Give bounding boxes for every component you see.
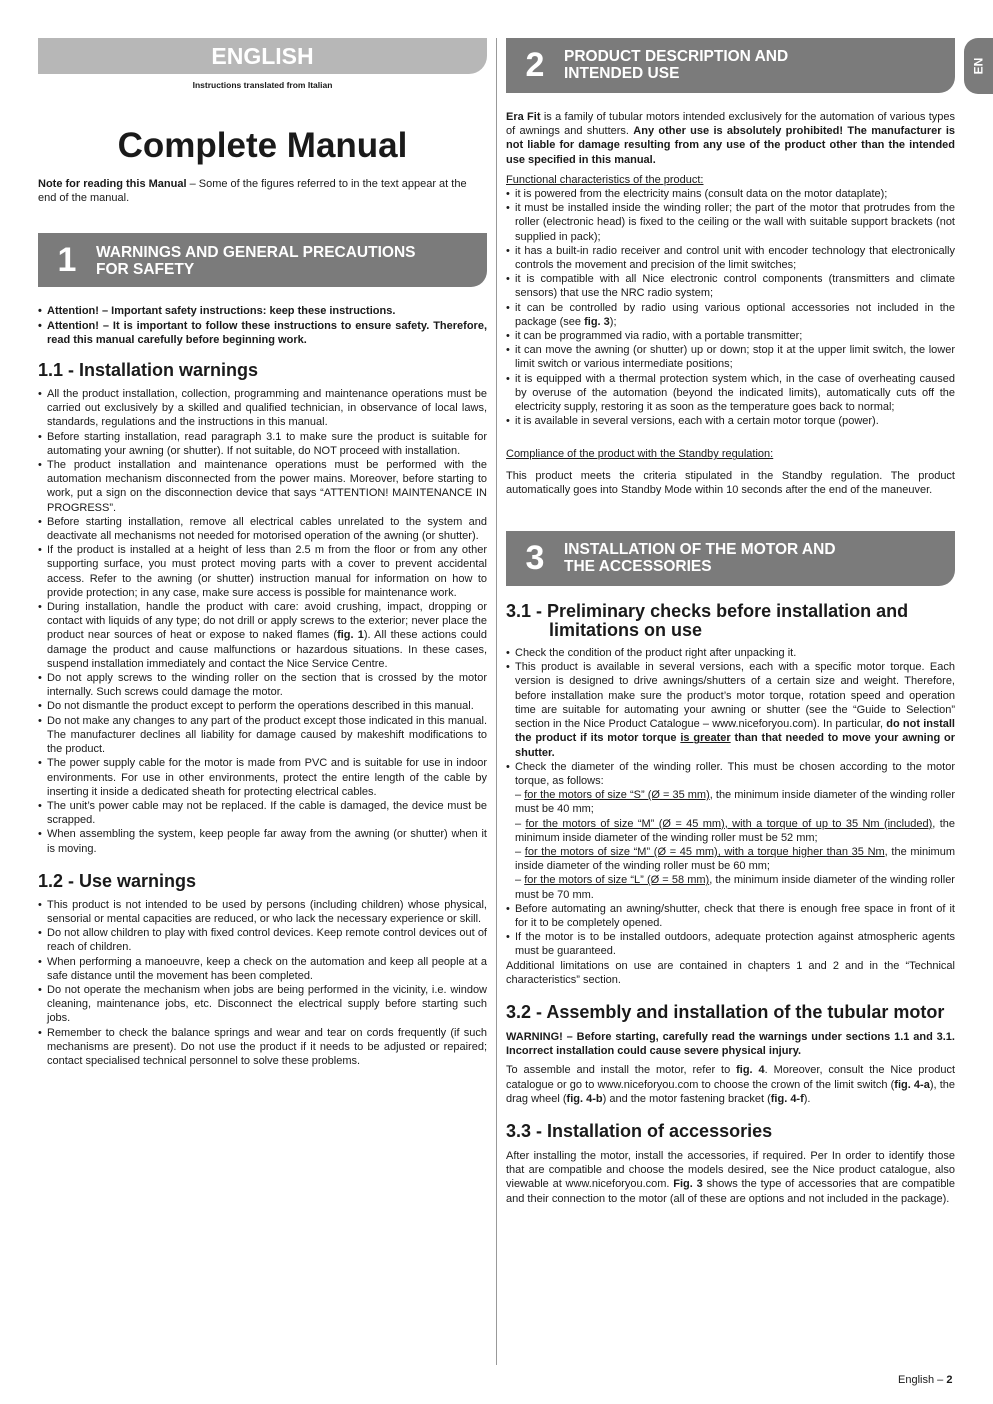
assembly-text-part: ), the drag wheel (	[506, 1078, 955, 1105]
size-item: – for the motors of size “L” (Ø = 58 mm), the minimum inside diameter of the winding roller must be 70 mm.	[515, 874, 955, 901]
section-3-number: 3	[525, 539, 545, 578]
list-item: • When performing a manoeuvre, keep a check on the automation and keep all people at a safe distance until the movement has been completed.	[38, 955, 487, 983]
figure-ref: fig. 4-f	[770, 1092, 804, 1105]
language-tab[interactable]	[964, 38, 993, 94]
list-item	[506, 301, 955, 329]
section-1-header	[38, 233, 487, 287]
section-2-title	[564, 49, 788, 82]
list-item: • All the product installation, collection, programming and maintenance operations must be carried out exclusively by a skilled and qualified technician, in observance of local laws, standards, regulations and the instructions in this manual.	[38, 387, 487, 430]
section-3-title-line1: INSTALLATION OF THE MOTOR AND	[564, 541, 836, 559]
language-tab-label: EN	[971, 57, 986, 75]
list-item-bold: is greater	[680, 732, 731, 745]
list-item: • it is available in several versions, each with a certain motor torque (power).	[506, 414, 955, 428]
standby-heading: Compliance of the product with the Standby regulation:	[506, 448, 774, 461]
section-1-2-heading: 1.2 - Use warnings	[38, 870, 197, 891]
installation-warnings-list	[38, 387, 487, 856]
list-item: • The power supply cable for the motor is made from PVC and is suitable for use in indoor environments. For use in other environments, protect the entire length of the cable by inserting it inside a dedicated sheath for protecting electrical cables.	[38, 756, 487, 799]
size-text: , the minimum inside diameter of the winding roller must be 70 mm.	[515, 874, 955, 901]
attention-list	[38, 304, 487, 347]
size-item: – for the motors of size “M” (Ø = 45 mm), with a torque of up to 35 Nm (included), the minimum inside diameter of the winding roller must be 52 mm;	[515, 817, 955, 844]
section-3-2-heading: 3.2 - Assembly and installation of the tubular motor	[506, 1001, 945, 1022]
figure-ref: fig. 4	[736, 1064, 765, 1077]
right-column	[506, 38, 955, 1206]
accessories-text	[506, 1149, 955, 1206]
language-banner: ENGLISH	[38, 38, 487, 74]
list-item: • The product installation and maintenance operations must be performed with the automation mechanism disconnected from the power mains. Moreover, before starting to work, put a sign on the disconnection device that says “ATTENTION! MAINTENANCE IN PROGRESS”.	[38, 458, 487, 515]
list-item-text: Check the diameter of the winding roller. This must be chosen according to the motor torque, as follows:	[515, 760, 955, 787]
section-2-number: 2	[525, 46, 545, 84]
figure-ref: Fig. 3	[673, 1178, 703, 1191]
list-item: • When assembling the system, keep people far away from the awning (or shutter) when it is moving.	[38, 827, 487, 855]
section-2-header	[506, 38, 955, 93]
left-column	[38, 38, 487, 1068]
assembly-text-part: To assemble and install the motor, refer to	[506, 1064, 737, 1077]
size-text: , the minimum inside diameter of the winding roller must be 40 mm;	[515, 789, 955, 816]
list-item: • Before automating an awning/shutter, check that there is enough free space in front of it for it to be completely opened.	[506, 902, 955, 930]
list-item-bold: than that needed to move your awning or shutter.	[515, 732, 956, 759]
size-item: – for the motors of size “S” (Ø = 35 mm), the minimum inside diameter of the winding roller must be 40 mm;	[515, 789, 955, 816]
column-divider	[496, 38, 497, 1365]
section-1-title-line2: FOR SAFETY	[96, 260, 195, 278]
list-item: • Remember to check the balance springs and wear and tear on cords frequently (if such mechanisms are present). Do not use the product if it needs to be adjusted or repaired; contact specialised technical personnel to solve these problems.	[38, 1026, 487, 1069]
figure-ref: fig. 4-a	[894, 1078, 930, 1091]
section-1-1-heading: 1.1 - Installation warnings	[38, 360, 259, 381]
section-3-title	[564, 542, 836, 575]
list-item	[506, 660, 955, 759]
list-item: • The unit’s power cable may not be replaced. If the cable is damaged, the device must be scrapped.	[38, 799, 487, 827]
reading-note-label: Note for reading this Manual	[38, 178, 187, 190]
size-label: for the motors of size “S” (Ø = 35 mm)	[524, 789, 710, 802]
intended-use-intro	[506, 110, 955, 167]
list-item: • it can be programmed via radio, with a portable transmitter;	[506, 329, 955, 343]
section-1-title-line1: WARNINGS AND GENERAL PRECAUTIONS	[96, 244, 416, 262]
use-warnings-list	[38, 898, 487, 1068]
list-item-text: This product is available in several versions, each with a specific motor torque. Each version is designed to drive awnings/shutters of a certain size and weight. Therefore, before installation make sure the product’s motor torque, rotation speed and operation time are suitable for automating your awning or shutter (see the “Guide to Selection” section in the Nice Product Catalogue – www.niceforyou.com). In particular,	[515, 661, 955, 731]
list-item: • it is compatible with all Nice electronic control components (transmitters and climate sensors) that use the NRC radio system;	[506, 272, 955, 300]
section-3-header	[506, 531, 955, 586]
size-text: , the minimum inside diameter of the winding roller must be 60 mm;	[515, 845, 955, 873]
page-title: Complete Manual	[117, 126, 408, 165]
functional-list	[506, 187, 955, 428]
footer-text: English –	[898, 1374, 947, 1386]
assembly-text	[506, 1063, 955, 1106]
assembly-text-part: ).	[803, 1092, 811, 1105]
standby-text: This product meets the criteria stipulated in the Standby regulation. The product automatically goes into Standby Mode within 10 seconds after the end of the maneuver.	[506, 469, 955, 496]
section-3-1-heading-line1: 3.1 - Preliminary checks before installation and	[506, 601, 909, 622]
list-item-text: During installation, handle the product with care: avoid crushing, impact, dropping or contact with liquids of any type; do not drill or apply screws to the exterior; never place the product near sources of heat or expose to naked flames (	[47, 601, 487, 642]
list-item	[38, 600, 487, 671]
list-item: • it is powered from the electricity mains (consult data on the motor dataplate);	[506, 187, 955, 201]
list-item: • If the motor is to be installed outdoors, adequate protection against atmospheric agents must be guaranteed.	[506, 930, 955, 958]
section-2-title-line2: INTENDED USE	[564, 64, 680, 82]
list-item: • Do not operate the mechanism when jobs are being performed in the vicinity, i.e. window cleaning, maintenance jobs, etc. Disconnect the electrical supply before starting such jobs.	[38, 983, 487, 1026]
intro-warning: Any other use is absolutely prohibited! The manufacturer is not liable for damage resulting from any use of the product other than the intended use specified in this manual.	[506, 125, 955, 166]
size-label: for the motors of size “M” (Ø = 45 mm), with a torque of up to 35 Nm (included)	[525, 817, 933, 830]
assembly-text-part: . Moreover, consult the Nice product catalogue or go to www.niceforyou.com to choose the crown of the limit switch (	[506, 1064, 955, 1091]
attention-item: • Attention! – It is important to follow these instructions to ensure safety. Therefore, read this manual carefully before beginning work.	[38, 319, 487, 347]
size-text: , the minimum inside diameter of the winding roller must be 52 mm;	[515, 817, 955, 844]
list-item: • Do not allow children to play with fixed control devices. Keep remote control devices out of reach of children.	[38, 926, 487, 954]
size-label: for the motors of size “M” (Ø = 45 mm), with a torque higher than 35 Nm	[524, 845, 885, 858]
figure-ref: fig. 4-b	[566, 1092, 603, 1105]
reading-note	[38, 177, 487, 205]
list-item-text: it can be controlled by radio using various optional accessories not included in the package (see	[515, 301, 955, 328]
list-item: • If the product is installed at a height of less than 2.5 m from the floor or from any other supporting surface, you must protect moving parts with a cover to prevent accidental access. Refer to the awning (or shutter) instruction manual for information on how to provide protection; in any case, make sure access is possible for maintenance work.	[38, 543, 487, 600]
list-item: • Do not make any changes to any part of the product except those indicated in this manual. The manufacturer declines all liability for damage caused by makeshift modifications to the product.	[38, 714, 487, 757]
reading-note-text: – Some of the figures referred to in the text appear at the end of the manual.	[38, 178, 467, 205]
page-number: 2	[946, 1374, 953, 1386]
figure-ref: fig. 3	[584, 315, 610, 328]
installation-warning: WARNING! – Before starting, carefully read the warnings under sections 1.1 and 3.1. Incorrect installation could cause severe physical injury.	[506, 1030, 955, 1058]
additional-limitations: Additional limitations on use are contained in chapters 1 and 2 and in the “Technical characteristics” section.	[506, 959, 955, 986]
size-label: for the motors of size “L” (Ø = 58 mm)	[524, 874, 710, 887]
section-1-number: 1	[57, 240, 77, 279]
section-2-title-line1: PRODUCT DESCRIPTION AND	[564, 48, 789, 65]
section-3-3-heading: 3.3 - Installation of accessories	[506, 1120, 773, 1141]
section-3-title-line2: THE ACCESSORIES	[564, 557, 712, 575]
section-3-1-heading	[506, 602, 955, 640]
list-item: • Do not dismantle the product except to perform the operations described in this manual.	[38, 699, 487, 713]
list-item: • it has a built-in radio receiver and control unit with encoder technology that electronically controls the movement and precision of the limit switches;	[506, 244, 955, 272]
functional-heading: Functional characteristics of the product:	[506, 173, 704, 186]
assembly-text-part: ) and the motor fastening bracket (	[602, 1092, 771, 1105]
list-item: • Before starting installation, read paragraph 3.1 to make sure the product is suitable for automating your awning (or shutter). If not suitable, do NOT proceed with installation.	[38, 430, 487, 458]
intro-text: is a family of tubular motors intended exclusively for the automation of various types of awnings and shutters.	[506, 111, 955, 138]
accessories-text-part: After installing the motor, install the accessories, if required. Per In order to identify those that are compatible and choose the models desired, see the Nice product catalogue, also viewable at www.niceforyou.com.	[506, 1149, 955, 1191]
list-item: • it is equipped with a thermal protection system which, in the case of overheating caused by overuse of the automation (beyond the indicated limits), automatically cuts off the electricity supply, restoring it as soon as the temperature goes back to normal;	[506, 372, 955, 415]
figure-ref: fig. 1	[337, 629, 364, 642]
preliminary-checks-list	[506, 646, 955, 958]
page-footer	[898, 1374, 952, 1386]
list-item: • Check the condition of the product right after unpacking it.	[506, 646, 955, 660]
attention-item: • Attention! – Important safety instructions: keep these instructions.	[38, 304, 487, 318]
list-item: • This product is not intended to be used by persons (including children) whose physical, sensorial or mental capacities are reduced, or who lack the necessary experience or skill.	[38, 898, 487, 926]
list-item: • it can move the awning (or shutter) up or down; stop it at the upper limit switch, the lower limit switch or various intermediate positions;	[506, 343, 955, 371]
list-item-text: );	[609, 315, 617, 328]
list-item: • Do not apply screws to the winding roller on the section that is crossed by the motor internally. Such screws could damage the motor.	[38, 671, 487, 699]
accessories-text-part: shows the type of accessories that are compatible and their connection to the motor (all of these are options and not included in the package).	[506, 1178, 955, 1205]
size-item: – for the motors of size “M” (Ø = 45 mm), with a torque higher than 35 Nm, the minimum inside diameter of the winding roller must be 60 mm;	[515, 845, 955, 873]
section-3-1-heading-line2: limitations on use	[549, 620, 703, 641]
list-item: • it must be installed inside the winding roller; the part of the motor that protrudes from the roller (electronic head) is fixed to the ceiling or the wall with suitable support brackets (not supplied in pack);	[506, 201, 955, 244]
list-item-text: ). All these actions could damage the product and cause malfunctions or hazardous situations. In these cases, suspend installation immediately and contact the Nice Service Centre.	[47, 629, 487, 670]
list-item-bold: do not install the product if its motor torque	[515, 718, 955, 745]
list-item: • Before starting installation, remove all electrical cables unrelated to the system and deactivate all mechanisms not needed for motorised operation of the awning (or shutter).	[38, 515, 487, 543]
section-1-title	[96, 242, 416, 278]
translated-note: Instructions translated from Italian	[192, 80, 333, 90]
product-name: Era Fit	[506, 111, 541, 123]
list-item	[506, 760, 955, 902]
